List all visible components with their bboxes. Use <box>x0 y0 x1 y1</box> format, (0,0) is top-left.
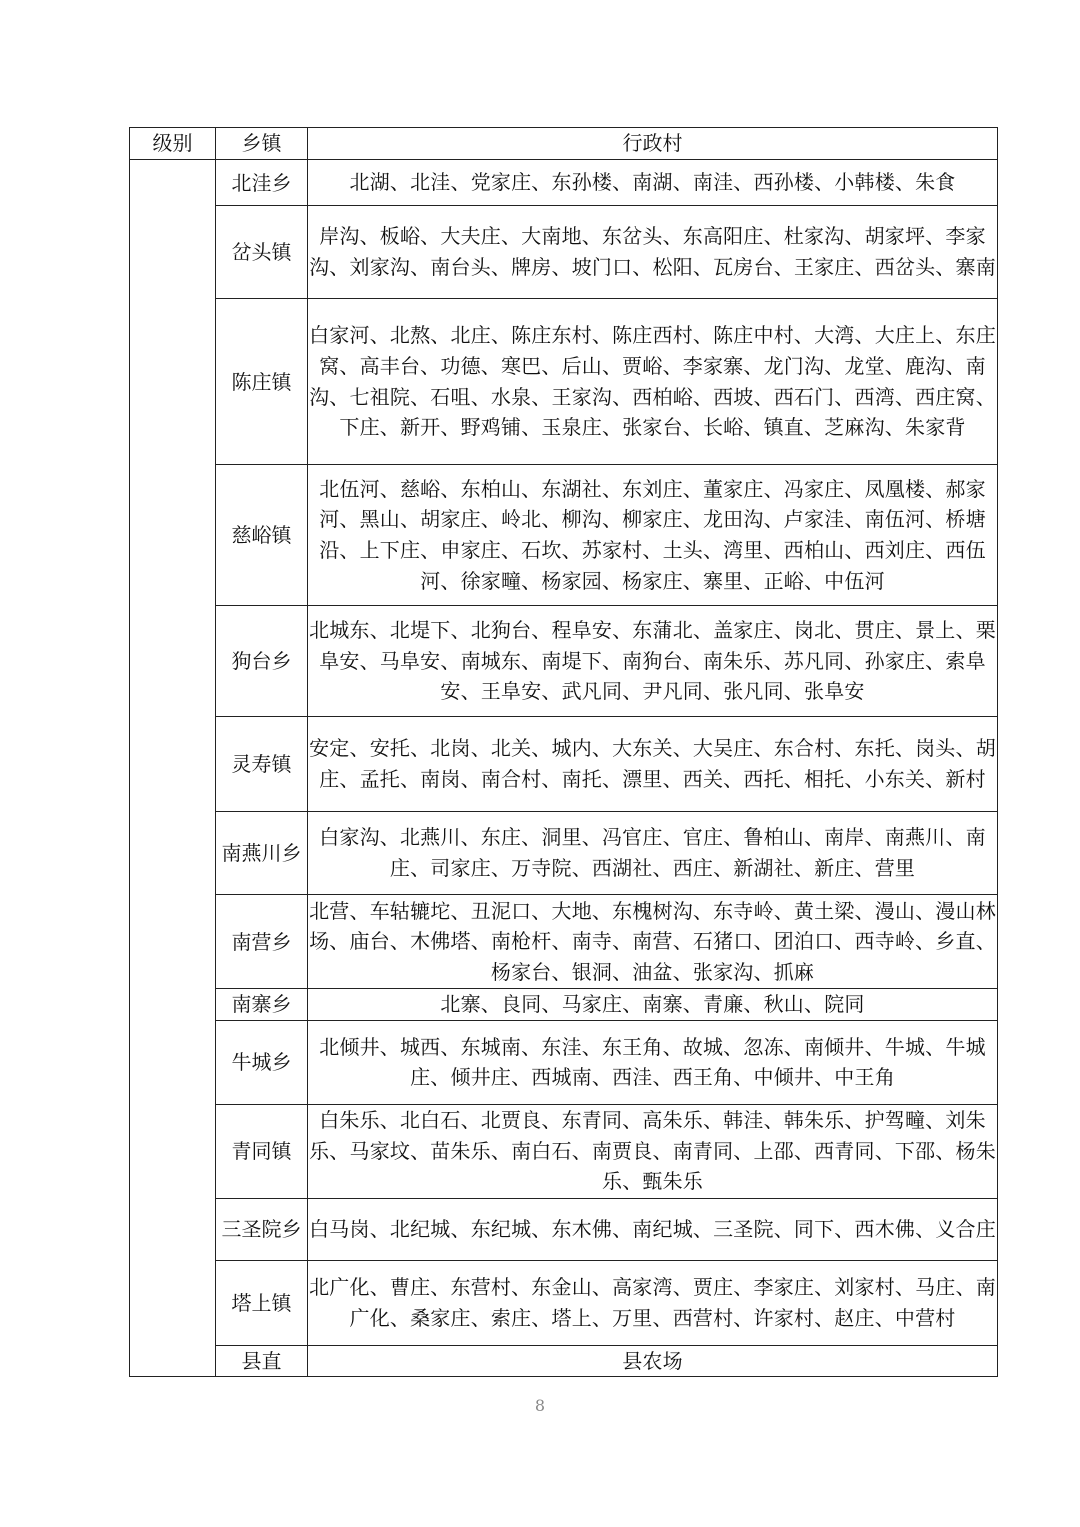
villages-cell: 北广化、曹庄、东营村、东金山、高家湾、贾庄、李家庄、刘家村、马庄、南广化、桑家庄、索庄、塔上、万里、西营村、许家村、赵庄、中营村 <box>308 1260 998 1345</box>
table-body <box>130 160 998 1377</box>
table-row <box>130 1345 998 1377</box>
town-cell: 岔头镇 <box>216 206 308 299</box>
table-row <box>130 1260 998 1345</box>
level-cell <box>130 160 216 1377</box>
town-cell: 青同镇 <box>216 1104 308 1198</box>
table-row <box>130 812 998 895</box>
table-row <box>130 989 998 1021</box>
villages-cell: 北倾井、城西、东城南、东洼、东王角、故城、忽冻、南倾井、牛城、牛城庄、倾井庄、西城南、西洼、西王角、中倾井、中王角 <box>308 1020 998 1104</box>
header-row <box>130 128 998 160</box>
table-row <box>130 1020 998 1104</box>
town-cell: 南营乡 <box>216 895 308 989</box>
town-cell: 南寨乡 <box>216 989 308 1021</box>
town-cell: 狗台乡 <box>216 606 308 717</box>
villages-cell: 北城东、北堤下、北狗台、程阜安、东蒲北、盖家庄、岗北、贯庄、景上、栗阜安、马阜安、南城东、南堤下、南狗台、南朱乐、苏凡同、孙家庄、索阜安、王阜安、武凡同、尹凡同、张凡同、张阜安 <box>308 606 998 717</box>
villages-cell: 白家河、北熬、北庄、陈庄东村、陈庄西村、陈庄中村、大湾、大庄上、东庄窝、高丰台、功德、寒巴、后山、贾峪、李家寨、龙门沟、龙堂、鹿沟、南沟、七祖院、石咀、水泉、王家沟、西柏峪、西坡、西石门、西湾、西庄窝、下庄、新开、野鸡铺、玉泉庄、张家台、长峪、镇直、芝麻沟、朱家背 <box>308 299 998 465</box>
table-row <box>130 465 998 606</box>
table-row <box>130 299 998 465</box>
town-cell: 县直 <box>216 1345 308 1377</box>
table-row <box>130 717 998 812</box>
table-row <box>130 1104 998 1198</box>
table-row <box>130 1198 998 1260</box>
village-table <box>129 127 998 1377</box>
villages-cell: 安定、安托、北岗、北关、城内、大东关、大吴庄、东合村、东托、岗头、胡庄、孟托、南岗、南合村、南托、漂里、西关、西托、相托、小东关、新村 <box>308 717 998 812</box>
table-row <box>130 160 998 206</box>
town-cell: 慈峪镇 <box>216 465 308 606</box>
villages-cell: 北营、车轱辘坨、丑泥口、大地、东槐树沟、东寺岭、黄土梁、漫山、漫山林场、庙台、木佛塔、南枪杆、南寺、南营、石猪口、团泊口、西寺岭、乡直、杨家台、银洞、油盆、张家沟、抓麻 <box>308 895 998 989</box>
villages-cell: 岸沟、板峪、大夫庄、大南地、东岔头、东高阳庄、杜家沟、胡家坪、李家沟、刘家沟、南台头、牌房、坡门口、松阳、瓦房台、王家庄、西岔头、寨南 <box>308 206 998 299</box>
header-town: 乡镇 <box>216 128 308 160</box>
villages-cell: 白朱乐、北白石、北贾良、东青同、高朱乐、韩洼、韩朱乐、护驾疃、刘朱乐、马家坟、苗朱乐、南白石、南贾良、南青同、上邵、西青同、下邵、杨朱乐、甄朱乐 <box>308 1104 998 1198</box>
page-number: 8 <box>534 1396 546 1415</box>
villages-cell: 白马岗、北纪城、东纪城、东木佛、南纪城、三圣院、同下、西木佛、义合庄 <box>308 1198 998 1260</box>
villages-cell: 北湖、北洼、党家庄、东孙楼、南湖、南洼、西孙楼、小韩楼、朱食 <box>308 160 998 206</box>
header-villages: 行政村 <box>308 128 998 160</box>
town-cell: 牛城乡 <box>216 1020 308 1104</box>
town-cell: 塔上镇 <box>216 1260 308 1345</box>
table-row <box>130 895 998 989</box>
town-cell: 南燕川乡 <box>216 812 308 895</box>
town-cell: 北洼乡 <box>216 160 308 206</box>
villages-cell: 白家沟、北燕川、东庄、洞里、冯官庄、官庄、鲁柏山、南岸、南燕川、南庄、司家庄、万寺院、西湖社、西庄、新湖社、新庄、营里 <box>308 812 998 895</box>
table-row <box>130 206 998 299</box>
villages-cell: 北寨、良同、马家庄、南寨、青廉、秋山、院同 <box>308 989 998 1021</box>
table-row <box>130 606 998 717</box>
town-cell: 灵寿镇 <box>216 717 308 812</box>
villages-cell: 县农场 <box>308 1345 998 1377</box>
header-level: 级别 <box>130 128 216 160</box>
town-cell: 陈庄镇 <box>216 299 308 465</box>
villages-cell: 北伍河、慈峪、东柏山、东湖社、东刘庄、董家庄、冯家庄、凤凰楼、郝家河、黑山、胡家庄、岭北、柳沟、柳家庄、龙田沟、卢家洼、南伍河、桥塘沿、上下庄、申家庄、石坎、苏家村、土头、湾里、西柏山、西刘庄、西伍河、徐家疃、杨家园、杨家庄、寨里、正峪、中伍河 <box>308 465 998 606</box>
town-cell: 三圣院乡 <box>216 1198 308 1260</box>
